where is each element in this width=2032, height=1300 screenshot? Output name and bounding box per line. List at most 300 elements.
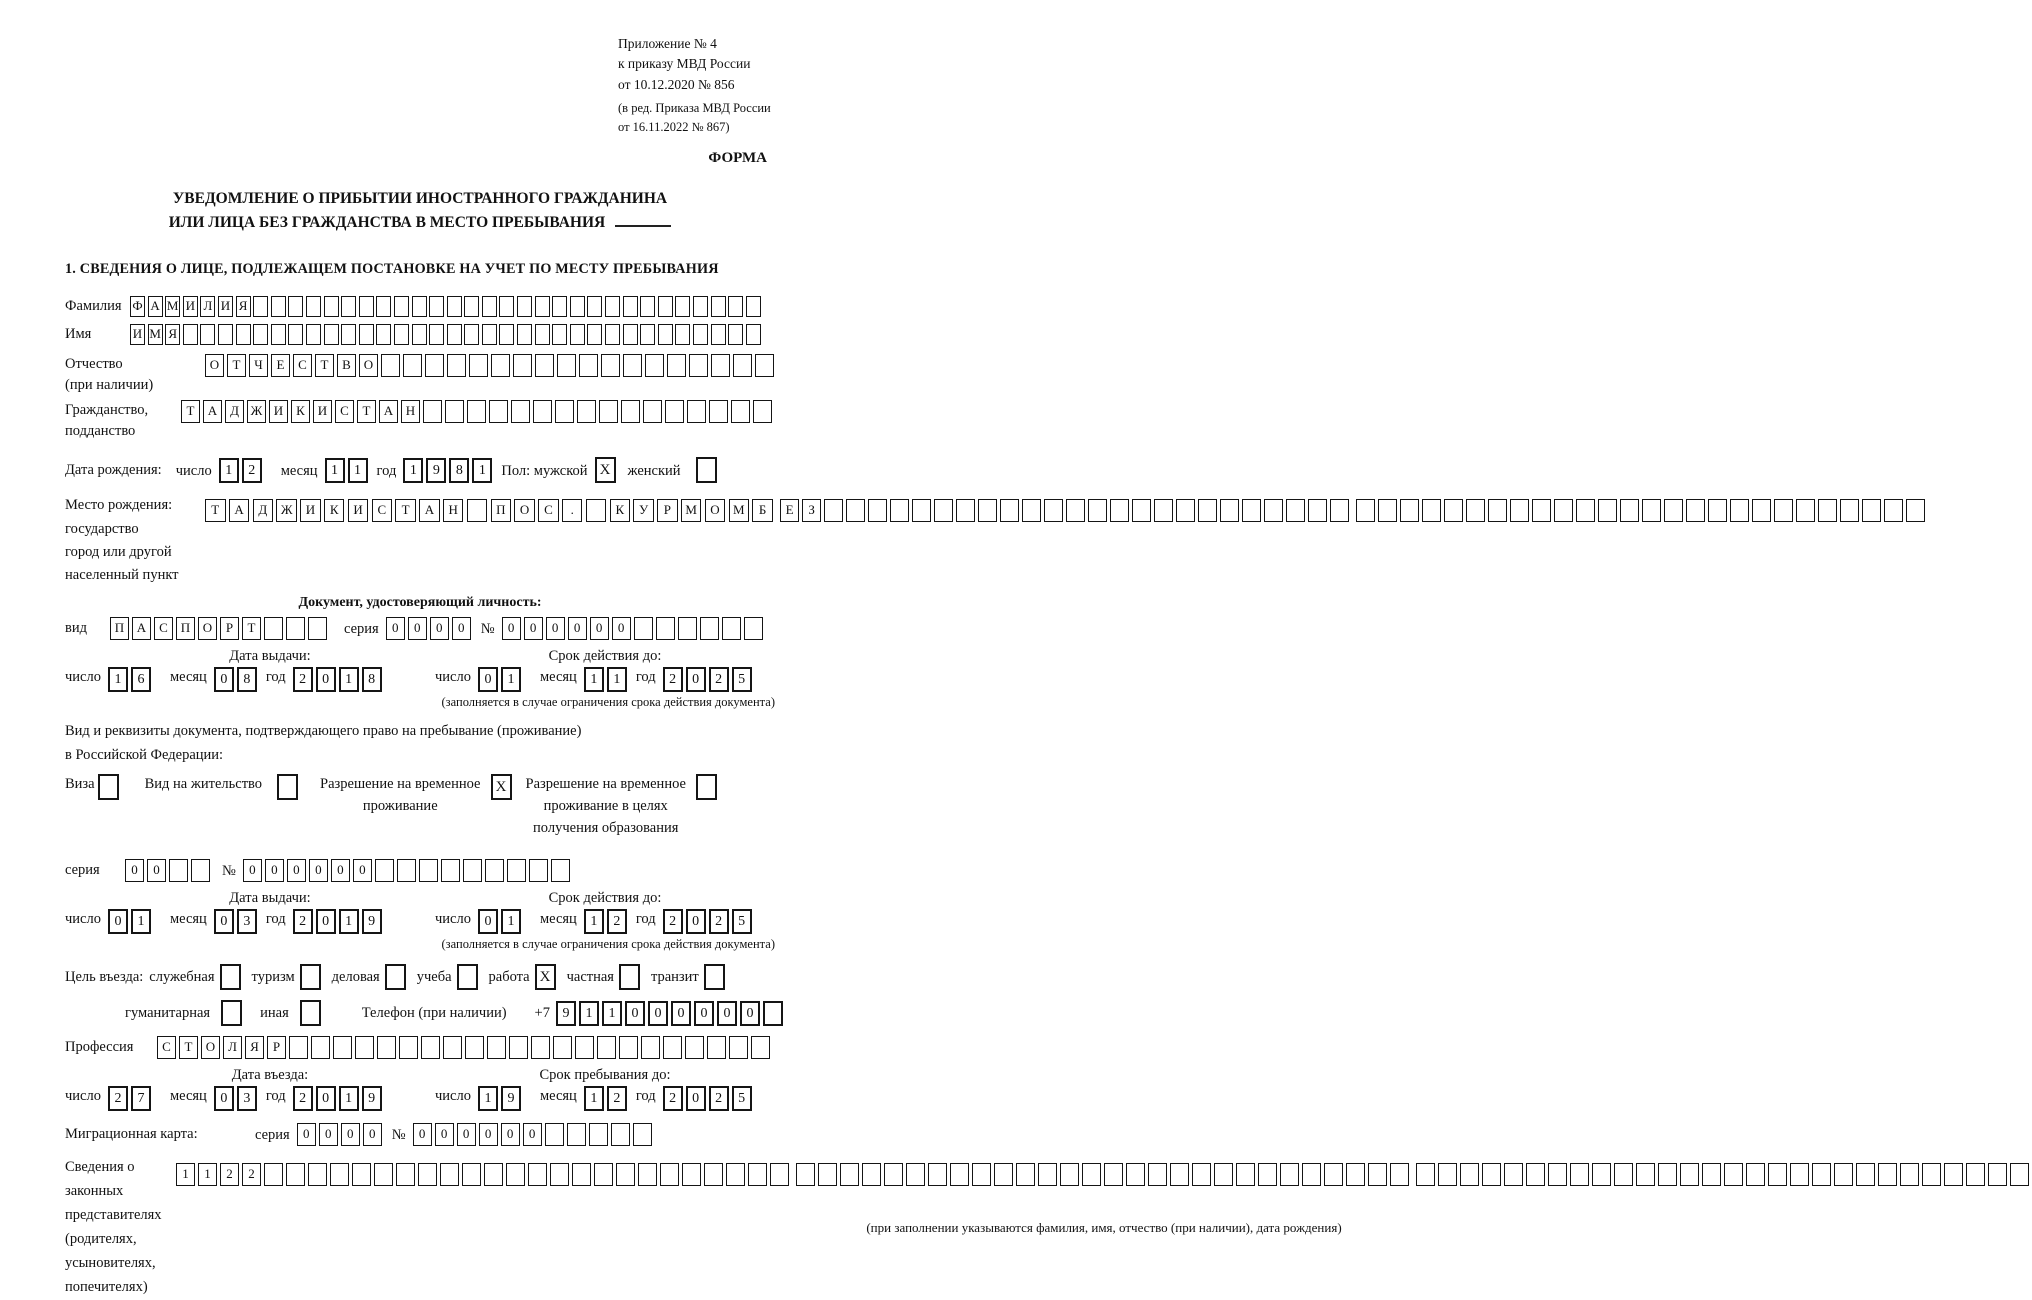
char-box[interactable]: [324, 324, 339, 345]
char-box[interactable]: [707, 1036, 726, 1059]
official-checkbox[interactable]: [220, 964, 241, 990]
char-box[interactable]: [412, 324, 427, 345]
char-box[interactable]: [1554, 499, 1573, 522]
char-box[interactable]: [464, 324, 479, 345]
char-box[interactable]: X: [595, 457, 616, 483]
char-box[interactable]: [587, 324, 602, 345]
char-box[interactable]: [693, 296, 708, 317]
char-box[interactable]: [1390, 1163, 1409, 1186]
char-box[interactable]: [1170, 1163, 1189, 1186]
char-box[interactable]: [485, 859, 504, 882]
char-box[interactable]: А: [379, 400, 398, 423]
char-box[interactable]: 0: [243, 859, 262, 882]
char-box[interactable]: [464, 296, 479, 317]
char-box[interactable]: [1636, 1163, 1655, 1186]
char-box[interactable]: [169, 859, 188, 882]
doc-kind-boxes[interactable]: [110, 617, 330, 640]
char-box[interactable]: 0: [546, 617, 565, 640]
char-box[interactable]: 0: [341, 1123, 360, 1146]
char-box[interactable]: [443, 1036, 462, 1059]
char-box[interactable]: [693, 324, 708, 345]
char-box[interactable]: 1: [131, 909, 151, 934]
patronymic-boxes[interactable]: [205, 354, 777, 377]
char-box[interactable]: 0: [297, 1123, 316, 1146]
doc-series-boxes[interactable]: [386, 617, 474, 640]
char-box[interactable]: [665, 400, 684, 423]
char-box[interactable]: [682, 1163, 701, 1186]
char-box[interactable]: [1444, 499, 1463, 522]
char-box[interactable]: 3: [237, 909, 257, 934]
char-box[interactable]: Т: [395, 499, 416, 522]
char-box[interactable]: 0: [214, 667, 234, 692]
char-box[interactable]: [531, 1036, 550, 1059]
char-box[interactable]: [399, 1036, 418, 1059]
legal-reps-boxes-row1[interactable]: [176, 1163, 792, 1186]
char-box[interactable]: [484, 1163, 503, 1186]
transit-checkbox[interactable]: [704, 964, 725, 990]
char-box[interactable]: 0: [408, 617, 427, 640]
char-box[interactable]: 0: [214, 909, 234, 934]
char-box[interactable]: [1438, 1163, 1457, 1186]
char-box[interactable]: [1482, 1163, 1501, 1186]
char-box[interactable]: 0: [625, 1001, 645, 1026]
char-box[interactable]: 2: [663, 667, 683, 692]
char-box[interactable]: [440, 1163, 459, 1186]
char-box[interactable]: [1466, 499, 1485, 522]
char-box[interactable]: [517, 296, 532, 317]
char-box[interactable]: 0: [319, 1123, 338, 1146]
residence-series-boxes[interactable]: [125, 859, 213, 882]
temp-residence-checkbox[interactable]: [491, 774, 512, 800]
char-box[interactable]: [441, 859, 460, 882]
char-box[interactable]: [253, 324, 268, 345]
char-box[interactable]: [2010, 1163, 2029, 1186]
char-box[interactable]: 2: [242, 458, 262, 483]
char-box[interactable]: К: [610, 499, 631, 522]
char-box[interactable]: Т: [357, 400, 376, 423]
valid-day-boxes[interactable]: [478, 667, 524, 692]
char-box[interactable]: [447, 324, 462, 345]
char-box[interactable]: [711, 354, 730, 377]
char-box[interactable]: Д: [225, 400, 244, 423]
char-box[interactable]: [306, 296, 321, 317]
char-box[interactable]: Я: [236, 296, 251, 317]
char-box[interactable]: [687, 400, 706, 423]
char-box[interactable]: [98, 774, 119, 800]
char-box[interactable]: [1988, 1163, 2007, 1186]
work-checkbox[interactable]: [535, 964, 556, 990]
char-box[interactable]: [288, 324, 303, 345]
char-box[interactable]: [271, 296, 286, 317]
char-box[interactable]: [906, 1163, 925, 1186]
char-box[interactable]: 0: [413, 1123, 432, 1146]
char-box[interactable]: [605, 324, 620, 345]
char-box[interactable]: И: [348, 499, 369, 522]
char-box[interactable]: Ж: [276, 499, 297, 522]
valid-month-boxes[interactable]: [584, 909, 630, 934]
legal-reps-boxes-row2[interactable]: [796, 1163, 1412, 1186]
char-box[interactable]: 9: [362, 909, 382, 934]
char-box[interactable]: [1082, 1163, 1101, 1186]
char-box[interactable]: [1060, 1163, 1079, 1186]
char-box[interactable]: [1592, 1163, 1611, 1186]
temp-residence-education-checkbox[interactable]: [696, 774, 717, 800]
char-box[interactable]: [1620, 499, 1639, 522]
char-box[interactable]: [306, 324, 321, 345]
char-box[interactable]: 1: [403, 458, 423, 483]
char-box[interactable]: [381, 354, 400, 377]
char-box[interactable]: 2: [242, 1163, 261, 1186]
char-box[interactable]: Ч: [249, 354, 268, 377]
char-box[interactable]: [570, 324, 585, 345]
char-box[interactable]: [418, 1163, 437, 1186]
char-box[interactable]: [1400, 499, 1419, 522]
char-box[interactable]: 1: [108, 667, 128, 692]
char-box[interactable]: [333, 1036, 352, 1059]
char-box[interactable]: [1368, 1163, 1387, 1186]
char-box[interactable]: 0: [502, 617, 521, 640]
char-box[interactable]: 5: [732, 667, 752, 692]
char-box[interactable]: [1532, 499, 1551, 522]
issue-day-boxes[interactable]: [108, 667, 154, 692]
char-box[interactable]: 1: [579, 1001, 599, 1026]
humanitarian-checkbox[interactable]: [221, 1000, 242, 1026]
char-box[interactable]: [457, 964, 478, 990]
char-box[interactable]: [1324, 1163, 1343, 1186]
char-box[interactable]: [1796, 499, 1815, 522]
char-box[interactable]: 1: [176, 1163, 195, 1186]
char-box[interactable]: 2: [663, 1086, 683, 1111]
char-box[interactable]: 8: [362, 667, 382, 692]
char-box[interactable]: [1724, 1163, 1743, 1186]
char-box[interactable]: 0: [287, 859, 306, 882]
char-box[interactable]: [890, 499, 909, 522]
char-box[interactable]: [447, 354, 466, 377]
char-box[interactable]: X: [491, 774, 512, 800]
char-box[interactable]: 1: [501, 667, 521, 692]
char-box[interactable]: [341, 296, 356, 317]
char-box[interactable]: А: [229, 499, 250, 522]
char-box[interactable]: [552, 296, 567, 317]
char-box[interactable]: [956, 499, 975, 522]
char-box[interactable]: [220, 964, 241, 990]
char-box[interactable]: [482, 324, 497, 345]
char-box[interactable]: [796, 1163, 815, 1186]
char-box[interactable]: [567, 1123, 586, 1146]
char-box[interactable]: [667, 354, 686, 377]
char-box[interactable]: [1154, 499, 1173, 522]
char-box[interactable]: [1548, 1163, 1567, 1186]
char-box[interactable]: [763, 1001, 783, 1026]
char-box[interactable]: 0: [353, 859, 372, 882]
char-box[interactable]: [638, 1163, 657, 1186]
char-box[interactable]: С: [293, 354, 312, 377]
char-box[interactable]: А: [419, 499, 440, 522]
char-box[interactable]: А: [148, 296, 163, 317]
char-box[interactable]: [359, 324, 374, 345]
char-box[interactable]: [425, 354, 444, 377]
char-box[interactable]: 2: [709, 1086, 729, 1111]
char-box[interactable]: [689, 354, 708, 377]
char-box[interactable]: О: [198, 617, 217, 640]
char-box[interactable]: [645, 354, 664, 377]
char-box[interactable]: С: [538, 499, 559, 522]
char-box[interactable]: [711, 296, 726, 317]
legal-reps-boxes-row3[interactable]: [1416, 1163, 2032, 1186]
char-box[interactable]: [447, 296, 462, 317]
char-box[interactable]: 0: [686, 1086, 706, 1111]
char-box[interactable]: [489, 400, 508, 423]
char-box[interactable]: [729, 1036, 748, 1059]
birth-place-boxes-row3[interactable]: [1356, 499, 1928, 522]
char-box[interactable]: [330, 1163, 349, 1186]
char-box[interactable]: У: [633, 499, 654, 522]
char-box[interactable]: [658, 324, 673, 345]
char-box[interactable]: М: [148, 324, 163, 345]
char-box[interactable]: [200, 324, 215, 345]
birth-place-boxes-row1[interactable]: [205, 499, 776, 522]
char-box[interactable]: 0: [478, 667, 498, 692]
valid-month-boxes[interactable]: [584, 667, 630, 692]
char-box[interactable]: 3: [237, 1086, 257, 1111]
char-box[interactable]: [1906, 499, 1925, 522]
char-box[interactable]: [300, 964, 321, 990]
char-box[interactable]: 1: [339, 667, 359, 692]
char-box[interactable]: [658, 296, 673, 317]
char-box[interactable]: [616, 1163, 635, 1186]
char-box[interactable]: [463, 859, 482, 882]
char-box[interactable]: [1488, 499, 1507, 522]
stay-day-boxes[interactable]: [478, 1086, 524, 1111]
char-box[interactable]: [675, 296, 690, 317]
char-box[interactable]: 0: [717, 1001, 737, 1026]
char-box[interactable]: [396, 1163, 415, 1186]
char-box[interactable]: С: [154, 617, 173, 640]
char-box[interactable]: [972, 1163, 991, 1186]
surname-boxes[interactable]: [130, 296, 763, 317]
char-box[interactable]: [271, 324, 286, 345]
char-box[interactable]: [1702, 1163, 1721, 1186]
char-box[interactable]: А: [203, 400, 222, 423]
char-box[interactable]: Ж: [247, 400, 266, 423]
char-box[interactable]: [385, 964, 406, 990]
valid-day-boxes[interactable]: [478, 909, 524, 934]
char-box[interactable]: [377, 1036, 396, 1059]
char-box[interactable]: [419, 859, 438, 882]
char-box[interactable]: Р: [220, 617, 239, 640]
char-box[interactable]: Ф: [130, 296, 145, 317]
char-box[interactable]: [465, 1036, 484, 1059]
char-box[interactable]: [1878, 1163, 1897, 1186]
char-box[interactable]: [862, 1163, 881, 1186]
char-box[interactable]: В: [337, 354, 356, 377]
char-box[interactable]: [1708, 499, 1727, 522]
char-box[interactable]: 0: [331, 859, 350, 882]
char-box[interactable]: 0: [686, 667, 706, 692]
char-box[interactable]: 0: [686, 909, 706, 934]
char-box[interactable]: [1504, 1163, 1523, 1186]
char-box[interactable]: 0: [479, 1123, 498, 1146]
char-box[interactable]: 1: [472, 458, 492, 483]
char-box[interactable]: [1192, 1163, 1211, 1186]
char-box[interactable]: 1: [607, 667, 627, 692]
char-box[interactable]: О: [205, 354, 224, 377]
study-checkbox[interactable]: [457, 964, 478, 990]
char-box[interactable]: П: [110, 617, 129, 640]
char-box[interactable]: [731, 400, 750, 423]
char-box[interactable]: 5: [732, 909, 752, 934]
char-box[interactable]: [545, 1123, 564, 1146]
char-box[interactable]: [1900, 1163, 1919, 1186]
char-box[interactable]: [746, 324, 761, 345]
char-box[interactable]: К: [324, 499, 345, 522]
char-box[interactable]: [236, 324, 251, 345]
valid-year-boxes[interactable]: [663, 667, 755, 692]
char-box[interactable]: 0: [478, 909, 498, 934]
char-box[interactable]: 0: [108, 909, 128, 934]
char-box[interactable]: [1658, 1163, 1677, 1186]
char-box[interactable]: [553, 1036, 572, 1059]
char-box[interactable]: [311, 1036, 330, 1059]
char-box[interactable]: 0: [568, 617, 587, 640]
char-box[interactable]: 2: [709, 667, 729, 692]
char-box[interactable]: [1132, 499, 1151, 522]
char-box[interactable]: Р: [657, 499, 678, 522]
entry-month-boxes[interactable]: [214, 1086, 260, 1111]
char-box[interactable]: [1834, 1163, 1853, 1186]
char-box[interactable]: [355, 1036, 374, 1059]
sex-female-checkbox[interactable]: [696, 457, 717, 483]
doc-number-boxes[interactable]: [502, 617, 766, 640]
issue-year-boxes[interactable]: [293, 909, 385, 934]
char-box[interactable]: [605, 296, 620, 317]
issue-day-boxes[interactable]: [108, 909, 154, 934]
char-box[interactable]: [1614, 1163, 1633, 1186]
profession-boxes[interactable]: [157, 1036, 773, 1059]
char-box[interactable]: [1104, 1163, 1123, 1186]
char-box[interactable]: [572, 1163, 591, 1186]
char-box[interactable]: [912, 499, 931, 522]
char-box[interactable]: [1302, 1163, 1321, 1186]
char-box[interactable]: [1856, 1163, 1875, 1186]
char-box[interactable]: [1038, 1163, 1057, 1186]
char-box[interactable]: [621, 400, 640, 423]
char-box[interactable]: [462, 1163, 481, 1186]
char-box[interactable]: [728, 296, 743, 317]
char-box[interactable]: [868, 499, 887, 522]
migration-number-boxes[interactable]: [413, 1123, 655, 1146]
char-box[interactable]: 9: [426, 458, 446, 483]
char-box[interactable]: [570, 296, 585, 317]
char-box[interactable]: [696, 457, 717, 483]
char-box[interactable]: 0: [452, 617, 471, 640]
char-box[interactable]: [376, 324, 391, 345]
char-box[interactable]: [755, 354, 774, 377]
char-box[interactable]: 0: [265, 859, 284, 882]
char-box[interactable]: [533, 400, 552, 423]
char-box[interactable]: 0: [501, 1123, 520, 1146]
char-box[interactable]: С: [157, 1036, 176, 1059]
char-box[interactable]: [594, 1163, 613, 1186]
entry-day-boxes[interactable]: [108, 1086, 154, 1111]
char-box[interactable]: [575, 1036, 594, 1059]
char-box[interactable]: [1126, 1163, 1145, 1186]
char-box[interactable]: О: [201, 1036, 220, 1059]
char-box[interactable]: 0: [430, 617, 449, 640]
char-box[interactable]: [663, 1036, 682, 1059]
char-box[interactable]: [623, 296, 638, 317]
visa-checkbox[interactable]: [98, 774, 119, 800]
char-box[interactable]: [1330, 499, 1349, 522]
char-box[interactable]: [218, 324, 233, 345]
char-box[interactable]: [535, 296, 550, 317]
issue-month-boxes[interactable]: [214, 909, 260, 934]
birth-day-boxes[interactable]: [219, 458, 265, 483]
valid-year-boxes[interactable]: [663, 909, 755, 934]
char-box[interactable]: 2: [607, 909, 627, 934]
citizenship-boxes[interactable]: [181, 400, 775, 423]
char-box[interactable]: П: [491, 499, 512, 522]
char-box[interactable]: [586, 499, 607, 522]
char-box[interactable]: [1576, 499, 1595, 522]
char-box[interactable]: [445, 400, 464, 423]
char-box[interactable]: 5: [732, 1086, 752, 1111]
char-box[interactable]: 0: [740, 1001, 760, 1026]
char-box[interactable]: [491, 354, 510, 377]
residence-permit-checkbox[interactable]: [277, 774, 298, 800]
char-box[interactable]: .: [562, 499, 583, 522]
char-box[interactable]: [660, 1163, 679, 1186]
birth-year-boxes[interactable]: [403, 458, 495, 483]
char-box[interactable]: Я: [245, 1036, 264, 1059]
char-box[interactable]: [403, 354, 422, 377]
char-box[interactable]: 2: [663, 909, 683, 934]
char-box[interactable]: [1148, 1163, 1167, 1186]
char-box[interactable]: [1790, 1163, 1809, 1186]
char-box[interactable]: [1664, 499, 1683, 522]
char-box[interactable]: [641, 1036, 660, 1059]
char-box[interactable]: С: [335, 400, 354, 423]
char-box[interactable]: Т: [205, 499, 226, 522]
migration-series-boxes[interactable]: [297, 1123, 385, 1146]
char-box[interactable]: [1526, 1163, 1545, 1186]
issue-month-boxes[interactable]: [214, 667, 260, 692]
char-box[interactable]: [528, 1163, 547, 1186]
char-box[interactable]: [597, 1036, 616, 1059]
char-box[interactable]: 7: [131, 1086, 151, 1111]
char-box[interactable]: 0: [435, 1123, 454, 1146]
char-box[interactable]: 0: [524, 617, 543, 640]
char-box[interactable]: 9: [362, 1086, 382, 1111]
char-box[interactable]: [555, 400, 574, 423]
char-box[interactable]: [619, 1036, 638, 1059]
char-box[interactable]: [928, 1163, 947, 1186]
char-box[interactable]: [1044, 499, 1063, 522]
char-box[interactable]: И: [130, 324, 145, 345]
char-box[interactable]: [1686, 499, 1705, 522]
char-box[interactable]: [286, 1163, 305, 1186]
sex-male-checkbox[interactable]: [595, 457, 616, 483]
char-box[interactable]: [704, 1163, 723, 1186]
char-box[interactable]: [589, 1123, 608, 1146]
char-box[interactable]: 0: [590, 617, 609, 640]
char-box[interactable]: [994, 1163, 1013, 1186]
char-box[interactable]: [818, 1163, 837, 1186]
char-box[interactable]: 1: [602, 1001, 622, 1026]
char-box[interactable]: [748, 1163, 767, 1186]
char-box[interactable]: [1088, 499, 1107, 522]
char-box[interactable]: [535, 354, 554, 377]
